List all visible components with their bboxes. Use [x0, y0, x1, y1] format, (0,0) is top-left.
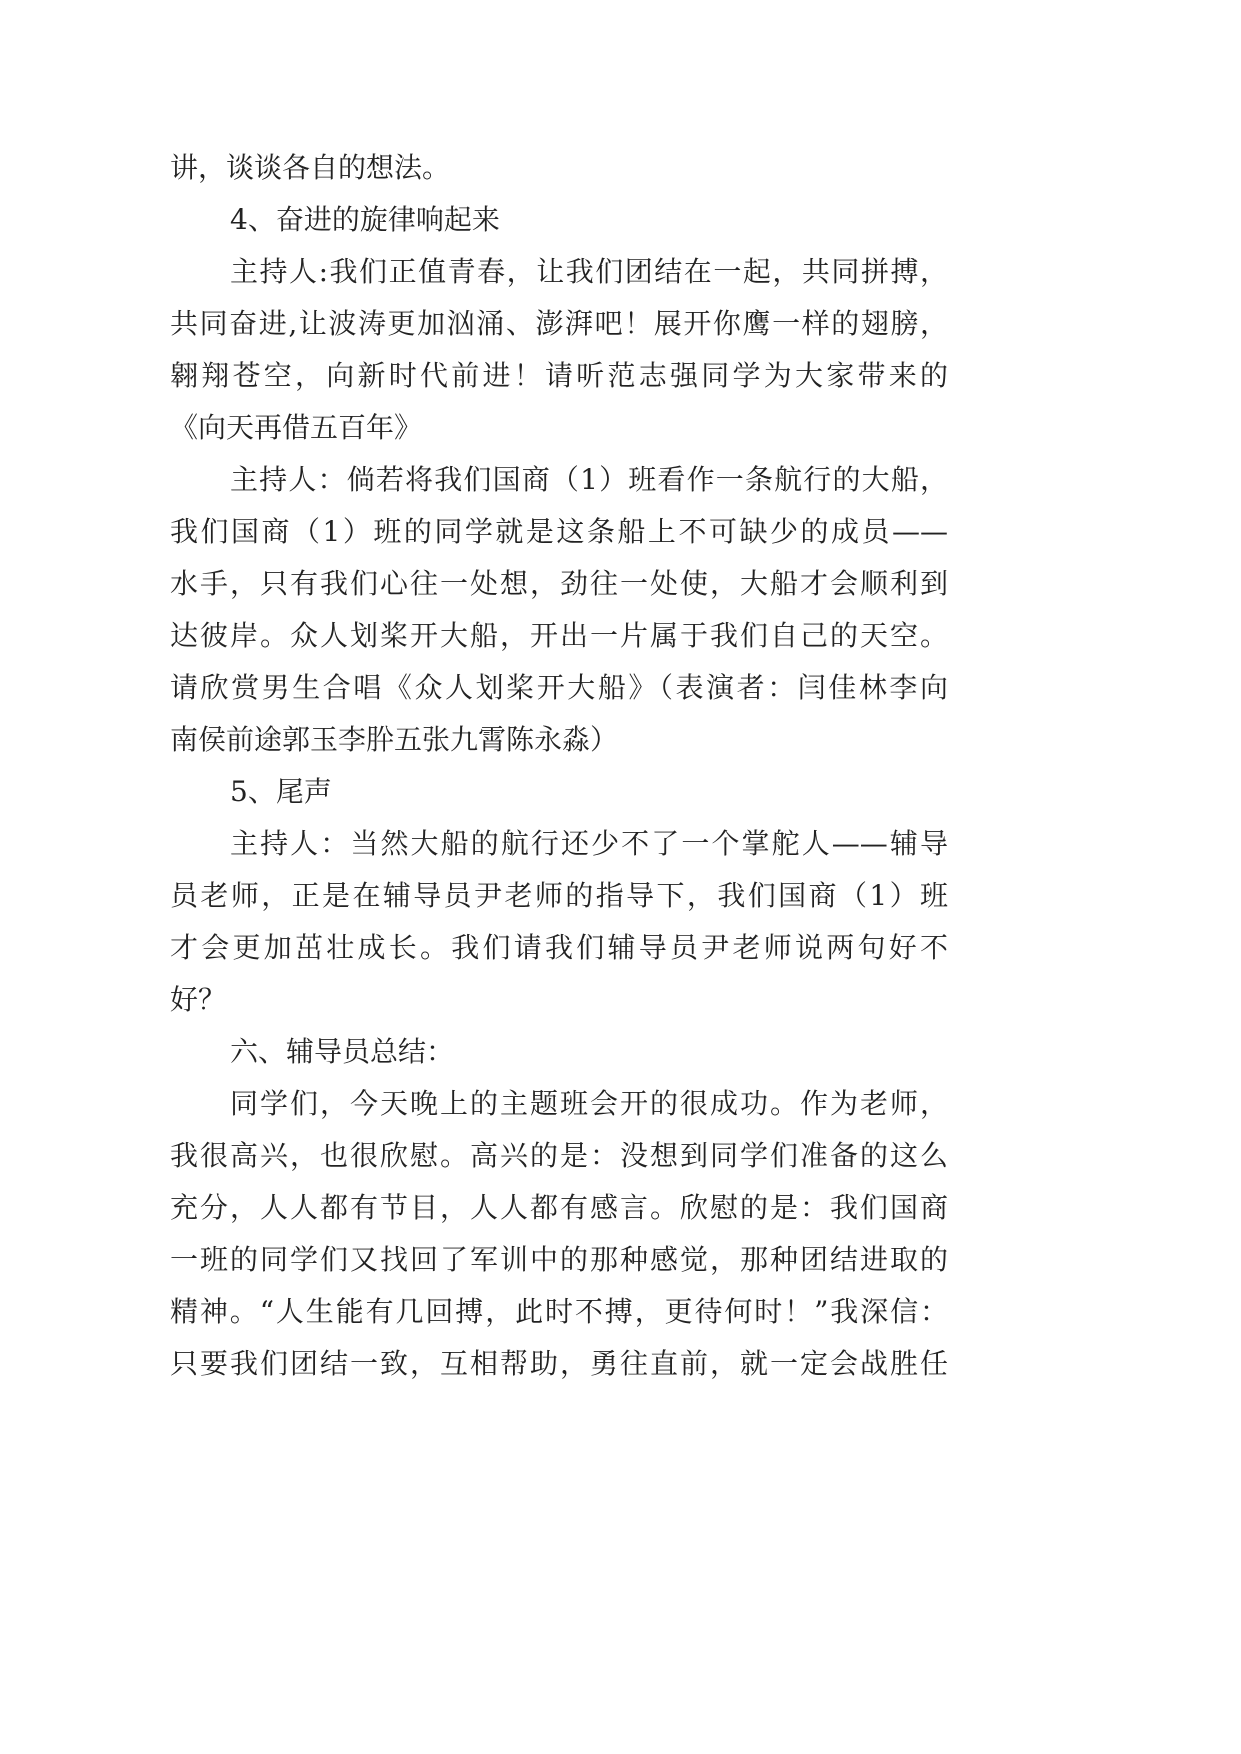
text-line: 南侯前途郭玉李肸五张九霄陈永淼） [170, 723, 619, 756]
paragraph [170, 1078, 948, 1390]
paragraph [170, 246, 948, 454]
text-line: 我很高兴，也很欣慰。高兴的是：没想到同学们准备的这么 [170, 1139, 948, 1172]
text-line: 翱翔苍空，向新时代前进！请听范志强同学为大家带来的 [170, 359, 948, 392]
text-line: 员老师，正是在辅导员尹老师的指导下，我们国商（1）班 [170, 879, 948, 912]
text-line: 精神。“人生能有几回搏，此时不搏，更待何时！”我深信： [170, 1295, 948, 1328]
text-line: 达彼岸。众人划桨开大船，开出一片属于我们自己的天空。 [170, 619, 948, 652]
text-line: 一班的同学们又找回了军训中的那种感觉，那种团结进取的 [170, 1243, 948, 1276]
heading-line: 4、奋进的旋律响起来 [230, 203, 500, 236]
paragraph-continuation [170, 142, 948, 194]
text-line: 充分，人人都有节目，人人都有感言。欣慰的是：我们国商 [170, 1191, 948, 1224]
text-line: 同学们，今天晚上的主题班会开的很成功。作为老师， [230, 1087, 948, 1120]
text-line: 主持人：当然大船的航行还少不了一个掌舵人——辅导 [230, 827, 948, 860]
paragraph [170, 818, 948, 1026]
text-line: 主持人：倘若将我们国商（1）班看作一条航行的大船， [230, 463, 948, 496]
text-line: 才会更加茁壮成长。我们请我们辅导员尹老师说两句好不 [170, 931, 948, 964]
document-body [170, 142, 948, 1390]
section-heading [170, 194, 948, 246]
heading-line: 六、辅导员总结： [230, 1035, 455, 1068]
text-line: 共同奋进,让波涛更加汹涌、澎湃吧！展开你鹰一样的翅膀， [170, 307, 948, 340]
section-heading [170, 766, 948, 818]
text-line: 请欣赏男生合唱《众人划桨开大船》（表演者：闫佳林李向 [170, 671, 948, 704]
text-line: 只要我们团结一致，互相帮助，勇往直前，就一定会战胜任 [170, 1347, 948, 1380]
text-line: 《向天再借五百年》 [170, 411, 423, 444]
text-line: 好？ [170, 983, 227, 1016]
section-heading [170, 1026, 948, 1078]
text-line: 水手，只有我们心往一处想，劲往一处使，大船才会顺利到 [170, 567, 948, 600]
heading-line: 5、尾声 [230, 775, 332, 808]
text-line: 我们国商（1）班的同学就是这条船上不可缺少的成员—— [170, 515, 948, 548]
paragraph [170, 454, 948, 766]
text-line: 讲，谈谈各自的想法。 [170, 151, 451, 184]
text-line: 主持人:我们正值青春，让我们团结在一起，共同拼搏， [230, 255, 948, 288]
